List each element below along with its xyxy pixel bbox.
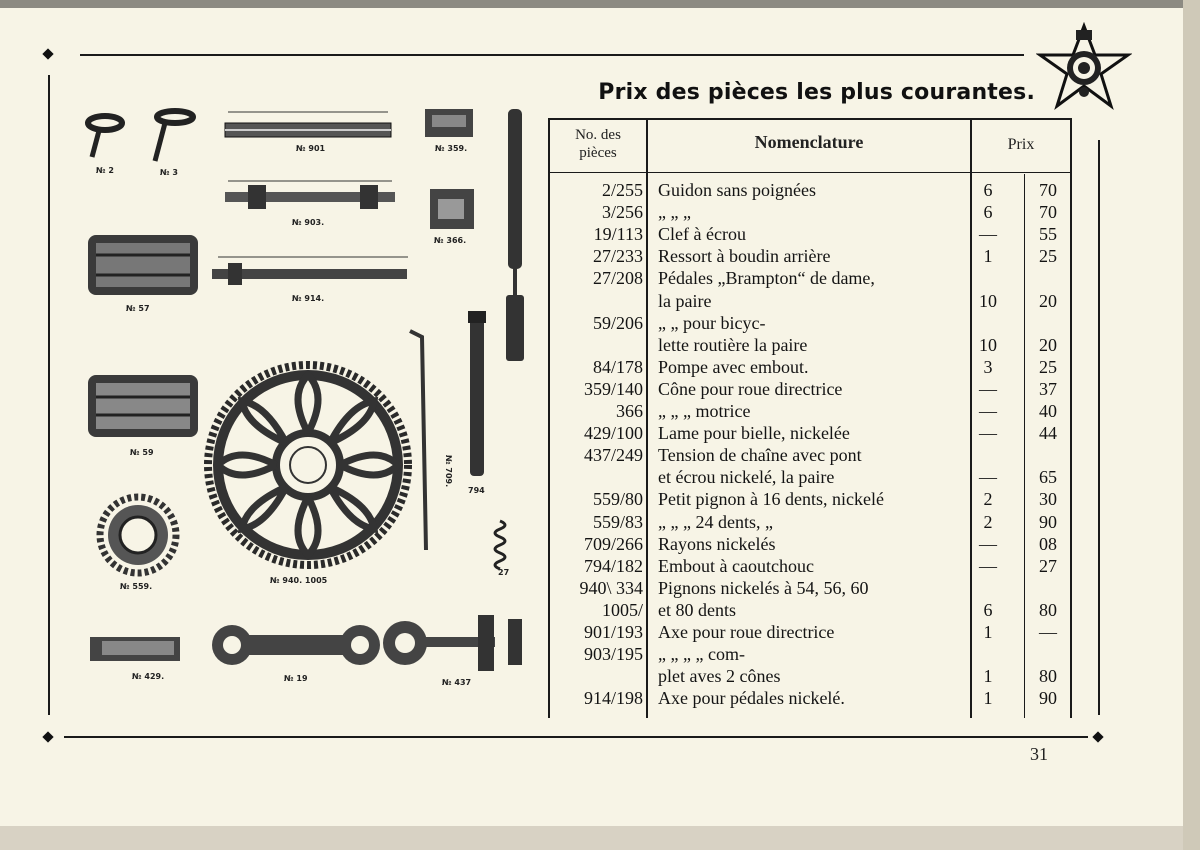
part-number: 359/140	[583, 378, 643, 399]
caption: № 59	[130, 448, 154, 457]
table-row	[548, 533, 1075, 555]
header-bottom-rule	[548, 172, 1072, 173]
part-number: 559/83	[592, 511, 643, 532]
price-francs: —	[979, 423, 997, 444]
part-number: 27/208	[592, 268, 643, 289]
part-name: plet aves 2 cônes	[658, 666, 781, 687]
part-name: la paire	[658, 290, 712, 311]
part-name: Cône pour roue directrice	[658, 378, 843, 399]
table-row	[548, 511, 1075, 533]
caption: № 559.	[120, 582, 153, 591]
price-centimes: 70	[1039, 202, 1057, 223]
table-row	[548, 245, 1075, 267]
part-number: 437/249	[583, 445, 643, 466]
part-name: Rayons nickelés	[658, 533, 776, 554]
price-centimes: 70	[1039, 180, 1057, 200]
price-francs: 3	[983, 356, 993, 377]
table-row	[548, 223, 1075, 245]
part-name: „ „ pour bicyc-	[658, 312, 766, 333]
rubber-end-icon	[468, 311, 486, 476]
price-francs: 1	[983, 666, 993, 687]
wrench-key-icon	[88, 116, 122, 157]
part-number: 914/198	[583, 688, 643, 709]
part-number: 559/80	[592, 489, 643, 510]
caption: № 940. 1005	[270, 576, 328, 585]
table-row	[548, 555, 1075, 577]
diamond-ornament	[42, 48, 53, 59]
spring-icon	[495, 521, 505, 569]
part-name: Pompe avec embout.	[658, 356, 809, 377]
table-row	[548, 488, 1075, 510]
table-row	[548, 599, 1075, 621]
left-rule	[48, 75, 50, 715]
price-centimes: 44	[1039, 423, 1057, 444]
page-number: 31	[1030, 744, 1048, 764]
price-centimes: 25	[1039, 356, 1057, 377]
part-name: „ „ „	[658, 202, 691, 223]
part-number: 59/206	[592, 312, 643, 333]
price-centimes: 20	[1039, 290, 1057, 311]
part-name: lette routière la paire	[658, 334, 808, 355]
table-row	[548, 312, 1075, 334]
axle-icon	[212, 257, 408, 285]
part-name: Pignons nickelés à 54, 56, 60	[658, 577, 869, 598]
part-name: et 80 dents	[658, 599, 736, 620]
part-number: 27/233	[592, 246, 643, 267]
caption: № 914.	[292, 294, 325, 303]
price-centimes: 37	[1039, 378, 1057, 399]
header-no	[550, 126, 646, 162]
part-name: Lame pour bielle, nickelée	[658, 423, 850, 444]
part-number: 903/195	[583, 644, 643, 665]
part-name: „ „ „ 24 dents, „	[658, 511, 773, 532]
price-centimes: 08	[1039, 533, 1057, 554]
table-row	[548, 643, 1075, 665]
spoke-icon	[410, 331, 426, 550]
caption: № 437	[442, 678, 472, 687]
price-centimes: 20	[1039, 334, 1057, 355]
cone-icon	[430, 189, 474, 229]
part-number: 1005/	[601, 599, 643, 620]
caption: № 901	[296, 144, 326, 153]
header-nomenclature: Nomenclature	[754, 132, 864, 152]
table-row	[548, 665, 1075, 687]
part-name: Pédales „Brampton“ de dame,	[658, 268, 875, 289]
price-francs: —	[979, 378, 997, 399]
part-name: Axe pour roue directrice	[658, 622, 835, 642]
price-francs: 2	[983, 511, 993, 532]
price-francs: —	[979, 555, 997, 576]
price-francs: —	[979, 467, 997, 488]
chain-tensioner-icon	[383, 615, 522, 671]
caption: № 366.	[434, 236, 467, 245]
price-centimes: 30	[1039, 489, 1057, 510]
cone-icon	[425, 109, 473, 137]
table-row	[548, 577, 1075, 599]
page-top-edge	[0, 0, 1200, 8]
diamond-ornament	[1092, 731, 1103, 742]
table-row	[548, 621, 1075, 643]
part-name: et écrou nickelé, la paire	[658, 467, 835, 488]
price-table	[548, 118, 1075, 718]
price-centimes: 55	[1039, 224, 1057, 245]
page-bottom-edge	[0, 826, 1200, 850]
star-emblem-logo	[1036, 22, 1132, 112]
price-francs: 1	[983, 622, 993, 642]
header-prix: Prix	[1007, 136, 1035, 153]
price-centimes: 65	[1039, 467, 1057, 488]
crank-icon	[90, 637, 180, 661]
price-francs: 1	[983, 688, 993, 709]
page-right-edge	[1183, 0, 1200, 850]
table-row	[548, 422, 1075, 444]
caption: 27	[498, 568, 510, 577]
table-row	[548, 179, 1075, 201]
price-francs: 2	[983, 489, 993, 510]
price-centimes: 90	[1039, 511, 1057, 532]
price-francs: 6	[983, 599, 993, 620]
header-top-rule	[548, 118, 1072, 120]
page-title: Prix des pièces les plus courantes.	[598, 80, 1035, 105]
table-row	[548, 334, 1075, 356]
table-row	[548, 356, 1075, 378]
caption: № 709.	[444, 455, 453, 488]
caption: № 19	[284, 674, 308, 683]
part-name: Clef à écrou	[658, 224, 746, 245]
caption: № 359.	[435, 144, 468, 153]
table-row	[548, 400, 1075, 422]
caption: № 57	[126, 304, 150, 313]
price-francs: 10	[979, 334, 997, 355]
part-name: Tension de chaîne avec pont	[658, 445, 862, 466]
part-number: 3/256	[601, 202, 643, 223]
price-francs: 1	[983, 246, 993, 267]
part-name: Axe pour pédales nickelé.	[658, 688, 845, 709]
caption: № 903.	[292, 218, 325, 227]
sprocket-icon	[100, 497, 176, 573]
axle-icon	[225, 112, 391, 137]
price-centimes: —	[1039, 622, 1057, 642]
caption: № 429.	[132, 672, 165, 681]
part-number: 19/113	[593, 224, 643, 245]
price-francs: —	[979, 224, 997, 245]
caption: № 3	[160, 168, 178, 177]
diamond-ornament	[42, 731, 53, 742]
axle-icon	[225, 181, 395, 209]
right-rule	[1098, 140, 1100, 715]
price-centimes: 40	[1039, 401, 1057, 421]
table-row	[548, 466, 1075, 488]
price-francs: 6	[983, 180, 993, 200]
part-name: „ „ „ motrice	[658, 401, 751, 421]
pump-icon	[506, 109, 524, 361]
price-francs: —	[979, 533, 997, 554]
part-number: 940\ 334	[579, 577, 643, 598]
part-number: 2/255	[601, 180, 643, 200]
part-name: Petit pignon à 16 dents, nickelé	[658, 489, 884, 510]
price-francs: 10	[979, 290, 997, 311]
pedal-icon	[88, 375, 198, 437]
price-centimes: 27	[1039, 555, 1057, 576]
caption: № 2	[96, 166, 114, 175]
price-francs: —	[979, 401, 997, 421]
bottom-rule	[64, 736, 1088, 738]
part-name: „ „ „ „ com-	[658, 644, 745, 665]
chainwheel-icon	[208, 365, 408, 565]
price-centimes: 25	[1039, 246, 1057, 267]
wrench-key-icon	[155, 111, 193, 161]
wrench-icon	[212, 625, 380, 665]
price-centimes: 90	[1039, 688, 1057, 709]
part-name: Guidon sans poignées	[658, 180, 816, 200]
table-row	[548, 378, 1075, 400]
part-name: Embout à caoutchouc	[658, 555, 814, 576]
part-number: 709/266	[583, 533, 643, 554]
header-no-line2: pièces	[579, 145, 617, 161]
part-number: 429/100	[583, 423, 643, 444]
part-name: Ressort à boudin arrière	[658, 246, 831, 267]
price-francs: 6	[983, 202, 993, 223]
caption: 794	[468, 486, 485, 495]
pedal-icon	[88, 235, 198, 295]
part-number: 901/193	[583, 622, 643, 642]
part-number: 366	[616, 401, 643, 421]
price-centimes: 80	[1039, 599, 1057, 620]
table-row	[548, 267, 1075, 289]
table-row	[548, 687, 1075, 709]
table-row	[548, 444, 1075, 466]
table-row	[548, 201, 1075, 223]
part-number: 794/182	[583, 555, 643, 576]
top-rule	[80, 54, 1024, 56]
table-row	[548, 290, 1075, 312]
header-no-line1: No. des	[575, 127, 621, 143]
parts-illustrations	[60, 95, 550, 705]
price-centimes: 80	[1039, 666, 1057, 687]
part-number: 84/178	[592, 356, 643, 377]
